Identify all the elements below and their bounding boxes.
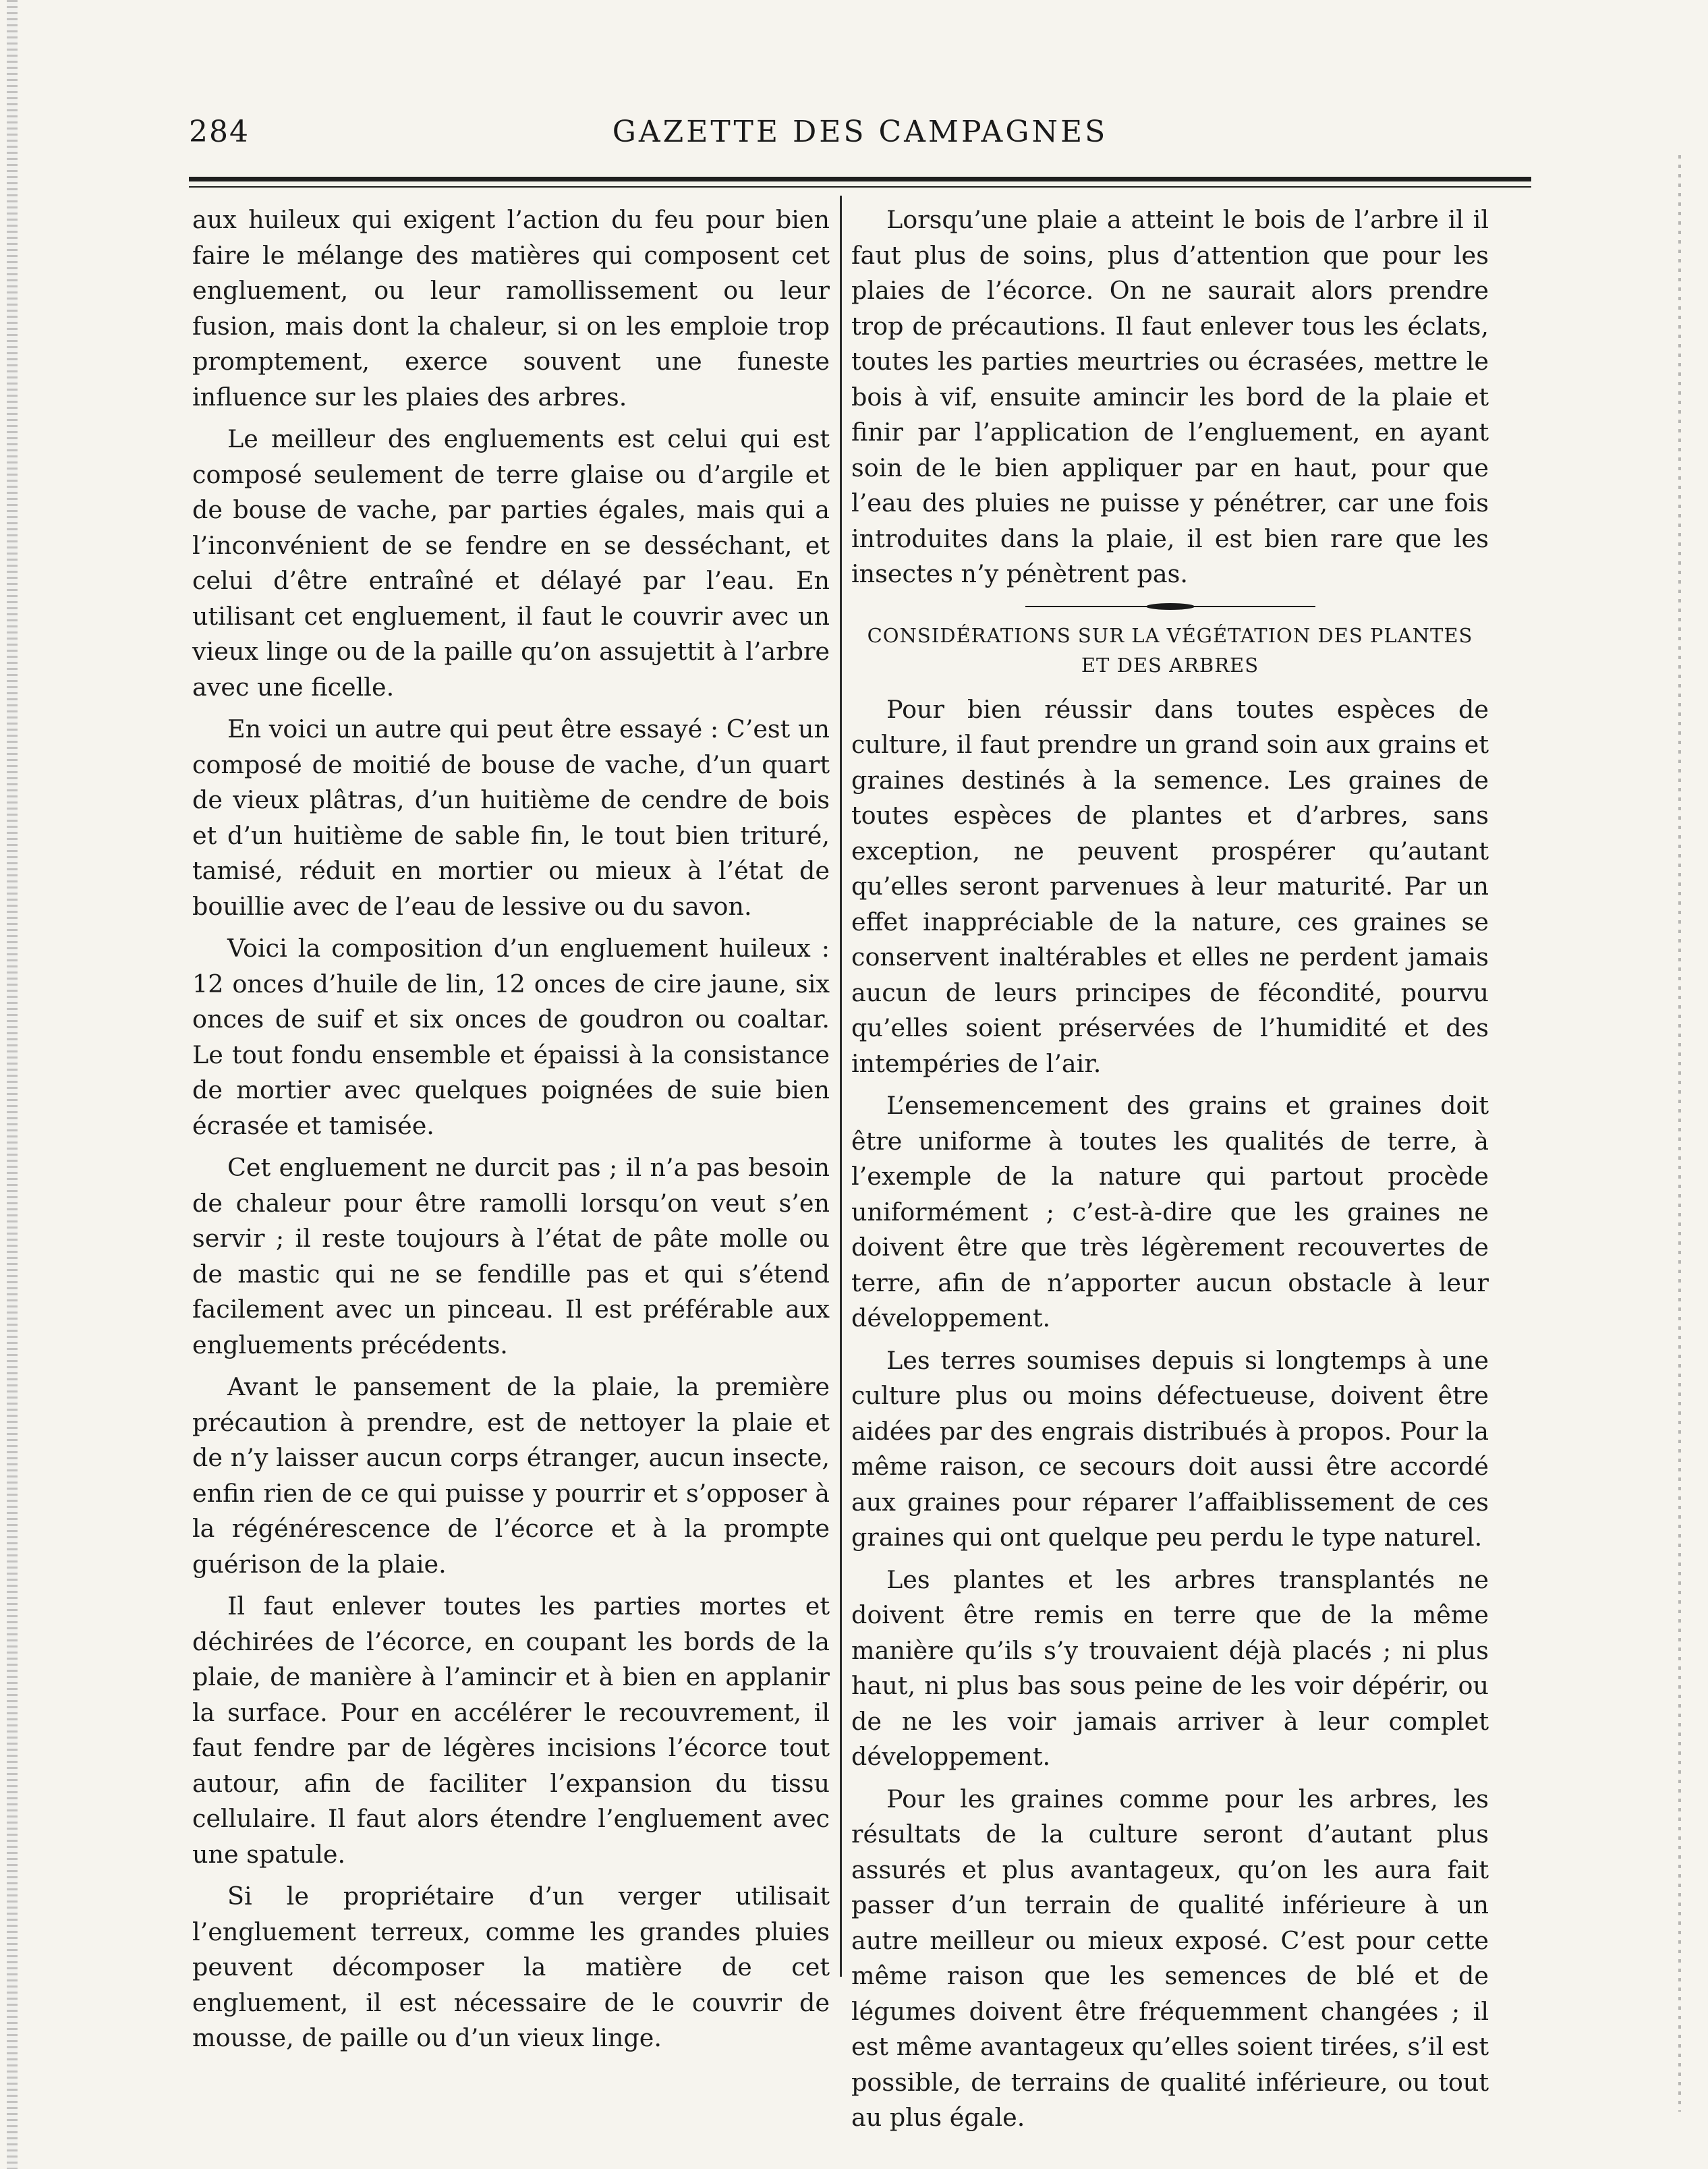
paragraph: Il faut enlever toutes les parties mortes et déchirées de l’écorce, en coupant les bords de la plaie, de manière à l’amincir et à bien en applanir la surface. Pour en accélérer le recouvrement, il faut fendre par de légères incisions l’écorce tout autour, afin de faciliter l’expansion du tissu cellulaire. Il faut alors étendre l’engluement avec une spatule. <box>192 1591 830 1869</box>
paragraph: Si le propriétaire d’un verger utilisait l’engluement terreux, comme les grandes pluies peuvent décomposer la matière de cet engluement, il est nécessaire de le couvrir de mousse, de paille ou d’un vieux linge. <box>192 1882 830 2052</box>
header-rule <box>189 177 1531 181</box>
paragraph: Voici la composition d’un engluement huileux : 12 onces d’huile de lin, 12 onces de cire jaune, six onces de suif et six onces de goudron ou coaltar. Le tout fondu ensemble et épaissi à la consistance de mortier avec quelques poignées de suie bien écrasée et tamisée. <box>192 934 830 1140</box>
paragraph: L’ensemencement des grains et graines doit être uniforme à toutes les qualités de terre, à l’exemple de la nature qui partout procède uniformément ; c’est-à-dire que les graines ne doivent être que très légèrement recouvertes de terre, afin de n’apporter aucun obstacle à leur développement. <box>851 1091 1489 1332</box>
section-heading-line: CONSIDÉRATIONS SUR LA VÉGÉTATION DES PLANTES <box>867 623 1473 647</box>
page-number: 284 <box>189 115 250 149</box>
paragraph: Avant le pansement de la plaie, la première précaution à prendre, est de nettoyer la plaie et de n’y laisser aucun corps étranger, aucun insecte, enfin rien de ce qui puisse y pourrir et s’opposer à la régénérescence de l’écorce et à la prompte guérison de la plaie. <box>192 1372 830 1579</box>
paragraph: Pour bien réussir dans toutes espèces de culture, il faut prendre un grand soin aux grains et graines destinés à la semence. Les graines de toutes espèces de plantes et d’arbres, sans exception, ne peuvent prospérer qu’autant qu’elles seront parvenues à leur maturité. Par un effet inappréciable de la nature, ces graines se conservent inaltérables et elles ne perdent jamais aucun de leurs principes de fécondité, pourvu qu’elles soient préservées de l’humidité et des intempéries de l’air. <box>851 694 1489 1078</box>
paragraph: Le meilleur des engluements est celui qui est composé seulement de terre glaise ou d’argile et de bouse de vache, par parties égales, mais qui a l’inconvénient de se fendre en se desséchant, et celui d’être entraîné et délayé par l’eau. En utilisant cet engluement, il faut le couvrir avec un vieux linge ou de la paille qu’on assujettit à l’arbre avec une ficelle. <box>192 424 830 702</box>
left-column <box>192 202 830 2063</box>
header-rule-thin <box>189 186 1531 188</box>
paragraph: aux huileux qui exigent l’action du feu pour bien faire le mélange des matières qui composent cet engluement, ou leur ramollissement ou leur fusion, mais dont la chaleur, si on les emploie trop promptement, exerce souvent une funeste influence sur les plaies des arbres. <box>192 205 830 412</box>
page-edge-marks <box>1678 155 1681 2112</box>
running-title: GAZETTE DES CAMPAGNES <box>612 115 1108 149</box>
section-heading-line: ET DES ARBRES <box>1081 653 1259 677</box>
paragraph: Les terres soumises depuis si longtemps à une culture plus ou moins défectueuse, doivent être aidées par des engrais distribués à propos. Pour la même raison, ce secours doit aussi être accordé aux graines pour réparer l’affaiblissement de ces graines qui ont quelque peu perdu le type naturel. <box>851 1345 1489 1552</box>
section-heading <box>851 621 1489 680</box>
binding-edge <box>7 0 18 2169</box>
paragraph: Les plantes et les arbres transplantés ne doivent être remis en terre que de la même manière qu’ils s’y trouvaient déjà placés ; ni plus haut, ni plus bas sous peine de les voir dépérir, ou de ne les voir jamais arriver à leur complet développement. <box>851 1565 1489 1771</box>
paragraph: Pour les graines comme pour les arbres, les résultats de la culture seront d’autant plus assurés et plus avantageux, qu’on les aura fait passer d’un terrain de qualité inférieure à un autre meilleur ou mieux exposé. C’est pour cette même raison que les semences de blé et de légumes doivent être fréquemment changées ; il est même avantageux qu’elles soient tirées, s’il est possible, de terrains de qualité inférieure, ou tout au plus égale. <box>851 1784 1489 2132</box>
paragraph: En voici un autre qui peut être essayé : C’est un composé de moitié de bouse de vache, d’un quart de vieux plâtras, d’un huitième de cendre de bois et d’un huitième de sable fin, le tout bien trituré, tamisé, réduit en mortier ou mieux à l’état de bouillie avec de l’eau de lessive ou du savon. <box>192 714 830 921</box>
page-header <box>189 115 1531 162</box>
paragraph: Lorsqu’une plaie a atteint le bois de l’arbre il il faut plus de soins, plus d’attention que pour les plaies de l’écorce. On ne saurait alors prendre trop de précautions. Il faut enlever tous les éclats, toutes les parties meurtries ou écrasées, mettre le bois à vif, ensuite amincir les bord de la plaie et finir par l’application de l’engluement, en ayant soin de le bien appliquer par en haut, pour que l’eau des pluies ne puisse y pénétrer, car une fois introduites dans la plaie, il est bien rare que les insectes n’y pénètrent pas. <box>851 205 1489 588</box>
paragraph: Cet engluement ne durcit pas ; il n’a pas besoin de chaleur pour être ramolli lorsqu’on veut s’en servir ; il reste toujours à l’état de pâte molle ou de mastic qui ne se fendille pas et qui s’étend facilement avec un pinceau. Il est préférable aux engluements précédents. <box>192 1153 830 1359</box>
section-separator-ornament <box>1025 602 1315 611</box>
column-divider <box>840 196 842 1977</box>
right-column <box>851 202 1489 2143</box>
